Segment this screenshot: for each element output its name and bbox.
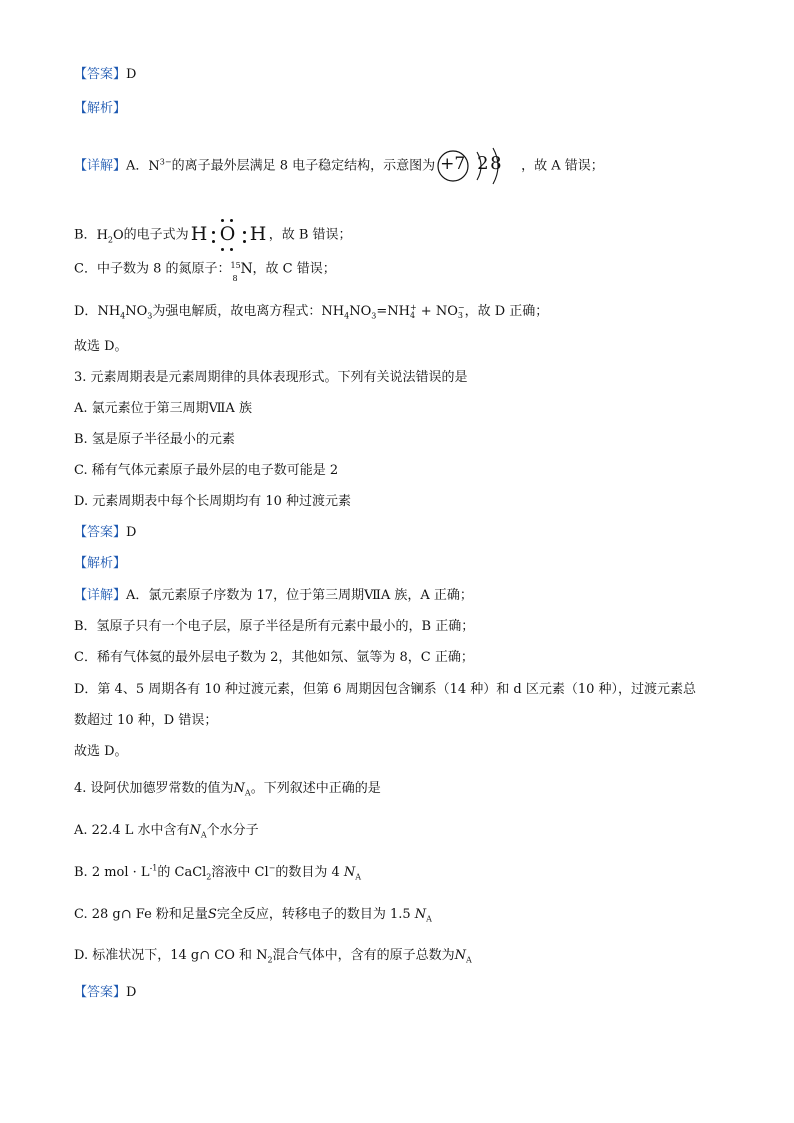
avogadro-symbol — [234, 781, 251, 796]
lewis-h-left: H — [190, 223, 208, 245]
question-3-option-a: A. 氯元素位于第三周期ⅦA 族 — [74, 401, 252, 416]
na-n: N — [189, 823, 201, 838]
option-c-text: C．中子数为 8 的氮原子： — [74, 261, 231, 277]
na-n: N — [233, 781, 245, 796]
question-4-option-c — [74, 906, 432, 924]
electron-dot — [212, 240, 215, 243]
electron-dot — [221, 219, 224, 222]
question-3-option-d: D. 元素周期表中每个长周期均有 10 种过渡元素 — [74, 494, 352, 509]
mass-number: 15 — [230, 261, 241, 270]
q4-b-sub: 2 — [206, 872, 212, 882]
detail-label: 【详解】 — [74, 158, 127, 174]
q4-d-1: D. 标准状况下，14 g∩ CO 和 N — [74, 948, 268, 963]
electron-dot — [212, 231, 215, 234]
detail-label: 【详解】 — [74, 588, 127, 603]
water-sub: 2 — [107, 235, 113, 245]
lewis-structure — [191, 219, 267, 251]
na-sub: A — [244, 788, 251, 798]
q4-c-2: 完全反应，转移电子的数目为 1.5 — [216, 907, 411, 922]
water-o: O — [113, 227, 124, 243]
electron-dot — [243, 240, 246, 243]
analysis-line-1 — [74, 100, 126, 118]
element-symbol: N — [240, 261, 253, 277]
eq-nh: NH — [321, 304, 345, 319]
conclusion-3: 故选 D。 — [74, 744, 128, 759]
conclusion-1: 故选 D。 — [74, 339, 128, 354]
q4-b-4: 的数目为 4 — [275, 865, 340, 880]
question-3-stem: 3. 元素周期表是元素周期律的具体表现形式。下列有关说法错误的是 — [74, 370, 468, 385]
q4-a-start: A. 22.4 L 水中含有 — [74, 823, 190, 838]
question-3-option-b: B. 氢是原子半径最小的元素 — [74, 432, 235, 447]
question-4-option-b — [74, 864, 361, 882]
eq-sub4: 4 — [344, 311, 350, 321]
na-sub: A — [426, 914, 432, 924]
q4-a-end: 个水分子 — [206, 823, 259, 838]
q4-b-3: 溶液中 Cl — [211, 865, 269, 880]
eq-no3: + NO — [416, 304, 458, 319]
answer-value: D — [126, 985, 137, 1000]
nuclide-notation — [230, 260, 253, 283]
detail-b-line — [74, 219, 352, 251]
answer-label: 【答案】 — [74, 985, 127, 1000]
question-4-option-a — [74, 822, 259, 840]
detail-c-line — [74, 260, 336, 283]
avogadro-symbol — [190, 823, 207, 838]
q4-stem-start: 4. 设阿伏加德罗常数的值为 — [74, 781, 234, 796]
q3-detail-c: C．稀有气体氦的最外层电子数为 2，其他如氖、氩等为 8，C 正确； — [74, 650, 474, 665]
detail-d-line — [74, 303, 548, 321]
eq-minus: − — [457, 302, 465, 312]
answer-label: 【答案】 — [74, 67, 127, 82]
nh4no3-formula — [97, 304, 152, 319]
q3-detail-a-text: A．氯元素原子序数为 17，位于第三周期ⅦA 族，A 正确； — [126, 588, 473, 603]
atomic-structure-diagram — [437, 146, 519, 186]
option-c-end: ，故 C 错误； — [252, 261, 336, 277]
q4-b-1: B. 2 mol · L — [74, 865, 150, 880]
avogadro-symbol — [455, 948, 472, 963]
electron-dot — [243, 231, 246, 234]
eq-no3-charge — [458, 304, 465, 320]
atomic-number: 8 — [232, 274, 238, 283]
ionization-equation — [321, 304, 464, 319]
q4-stem-end: 。下列叙述中正确的是 — [250, 781, 381, 796]
f-sub4: 4 — [120, 311, 126, 321]
ion-symbol: N — [148, 158, 160, 174]
answer-line-3 — [74, 524, 136, 542]
q4-b-sup2: − — [268, 863, 276, 873]
eq-nh4-charge — [410, 304, 417, 320]
ion-charge: 3− — [159, 157, 172, 167]
shell-1-count: 2 — [477, 153, 489, 174]
eq-three: 3 — [457, 310, 463, 320]
nucleus-charge: +7 — [440, 154, 466, 174]
avogadro-symbol — [344, 865, 361, 880]
na-n: N — [414, 907, 427, 922]
lewis-o: O — [219, 223, 236, 245]
eq-sub3: 3 — [371, 311, 377, 321]
ion-formula — [148, 159, 171, 174]
q4-c-1: C. 28 g∩ Fe 粉和足量 — [74, 907, 208, 922]
q3-detail-d-2: 数超过 10 种，D 错误； — [74, 713, 218, 728]
option-b-prefix: B． — [74, 227, 97, 243]
water-h: H — [96, 227, 108, 243]
eq-no: NO — [349, 304, 372, 319]
na-sub: A — [200, 830, 207, 840]
option-a-end: ，故 A 错误； — [521, 158, 604, 174]
question-3-option-c: C. 稀有气体元素原子最外层的电子数可能是 2 — [74, 463, 339, 478]
electron-dot — [230, 219, 233, 222]
detail-a-line — [74, 146, 604, 186]
option-d-text: 为强电解质，故电离方程式： — [152, 304, 322, 319]
na-sub: A — [355, 872, 362, 882]
option-b-end: ，故 B 错误； — [268, 227, 352, 243]
na-n: N — [454, 948, 466, 963]
eq-plus: + — [409, 302, 417, 312]
analysis-label: 【解析】 — [74, 556, 127, 571]
answer-value: D — [126, 67, 137, 82]
option-d-end: ，故 D 正确； — [464, 304, 549, 319]
q4-b-sup: -1 — [149, 863, 158, 873]
option-d-prefix: D． — [74, 304, 98, 319]
q4-d-sub: 2 — [267, 955, 273, 965]
answer-line-1 — [74, 66, 136, 84]
lewis-h-right: H — [249, 223, 267, 245]
eq-nh4: =NH — [376, 304, 410, 319]
shell-2-count: 8 — [490, 153, 502, 174]
analysis-line-3 — [74, 555, 126, 573]
q3-detail-a — [74, 587, 473, 605]
option-a-text: 的离子最外层满足 8 电子稳定结构，示意图为 — [171, 158, 436, 174]
answer-line-4 — [74, 984, 136, 1002]
q4-b-2: 的 CaCl — [157, 865, 207, 880]
f-nh: NH — [97, 304, 121, 319]
electron-dot — [230, 248, 233, 251]
f-sub3: 3 — [147, 311, 153, 321]
answer-value: D — [126, 525, 137, 540]
na-sub: A — [465, 955, 472, 965]
option-a-prefix: A． — [126, 158, 149, 174]
q3-detail-b: B．氢原子只有一个电子层，原子半径是所有元素中最小的，B 正确； — [74, 619, 475, 634]
question-4-stem — [74, 780, 381, 798]
avogadro-symbol — [415, 907, 432, 922]
q4-d-2: 混合气体中，含有的原子总数为 — [272, 948, 455, 963]
analysis-label: 【解析】 — [74, 101, 127, 116]
water-formula — [97, 228, 124, 243]
q3-detail-d-1: D．第 4、5 周期各有 10 种过渡元素，但第 6 周期因包含镧系（14 种）和 d 区元素（10 种），过渡元素总 — [74, 682, 697, 697]
sulfur-symbol: S — [207, 907, 217, 922]
option-b-text: 的电子式为 — [123, 227, 189, 243]
na-n: N — [343, 865, 356, 880]
question-4-option-d — [74, 947, 472, 965]
f-no: NO — [125, 304, 148, 319]
answer-label: 【答案】 — [74, 525, 127, 540]
eq-four: 4 — [409, 310, 416, 320]
electron-dot — [221, 248, 224, 251]
